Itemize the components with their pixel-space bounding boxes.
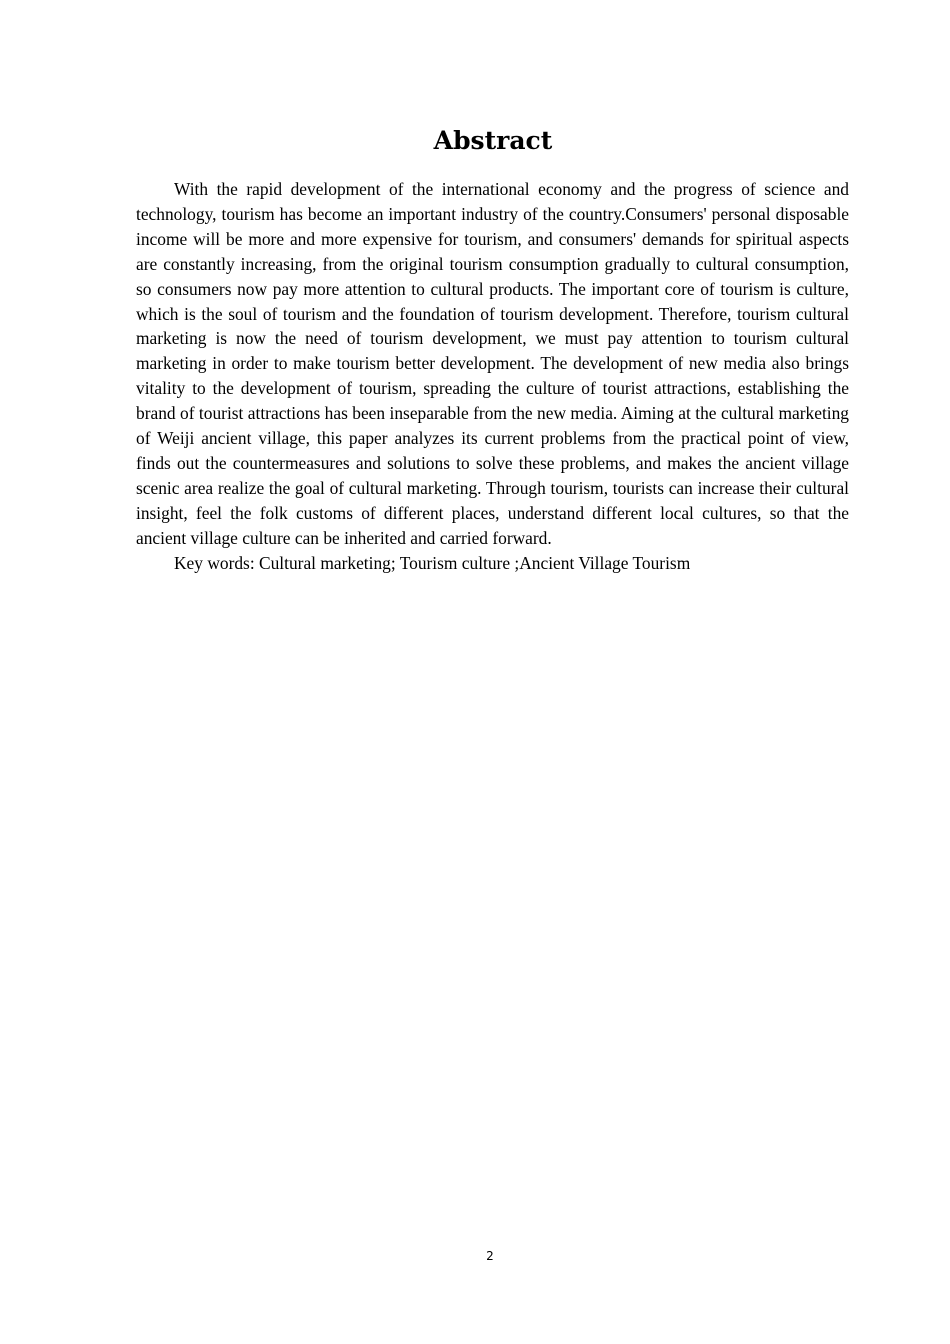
keywords-line: Key words: Cultural marketing; Tourism culture ;Ancient Village Tourism: [174, 552, 691, 573]
page-title: Abstract: [433, 126, 553, 155]
abstract-body: [136, 177, 849, 576]
page-number: 2: [486, 1249, 494, 1263]
abstract-paragraph: With the rapid development of the international economy and the progress of science and technology, tourism has become an important industry of the country.Consumers' personal disposable income will be more and more expensive for tourism, and consumers' demands for spiritual aspects are constantly increasing, from the original tourism consumption gradually to cultural consumption, so consumers now pay more attention to cultural products. The important core of tourism is culture, which is the soul of tourism and the foundation of tourism development. Therefore, tourism cultural marketing is now the need of tourism development, we must pay attention to tourism cultural marketing in order to make tourism better development. The development of new media also brings vitality to the development of tourism, spreading the culture of tourist attractions, establishing the brand of tourist attractions has been inseparable from the new media. Aiming at the cultural marketing of Weiji ancient village, this paper analyzes its current problems from the practical point of view, finds out the countermeasures and solutions to solve these problems, and makes the ancient village scenic area realize the goal of cultural marketing. Through tourism, tourists can increase their cultural insight, feel the folk customs of different places, understand different local cultures, so that the ancient village culture can be inherited and carried forward.: [136, 179, 849, 548]
